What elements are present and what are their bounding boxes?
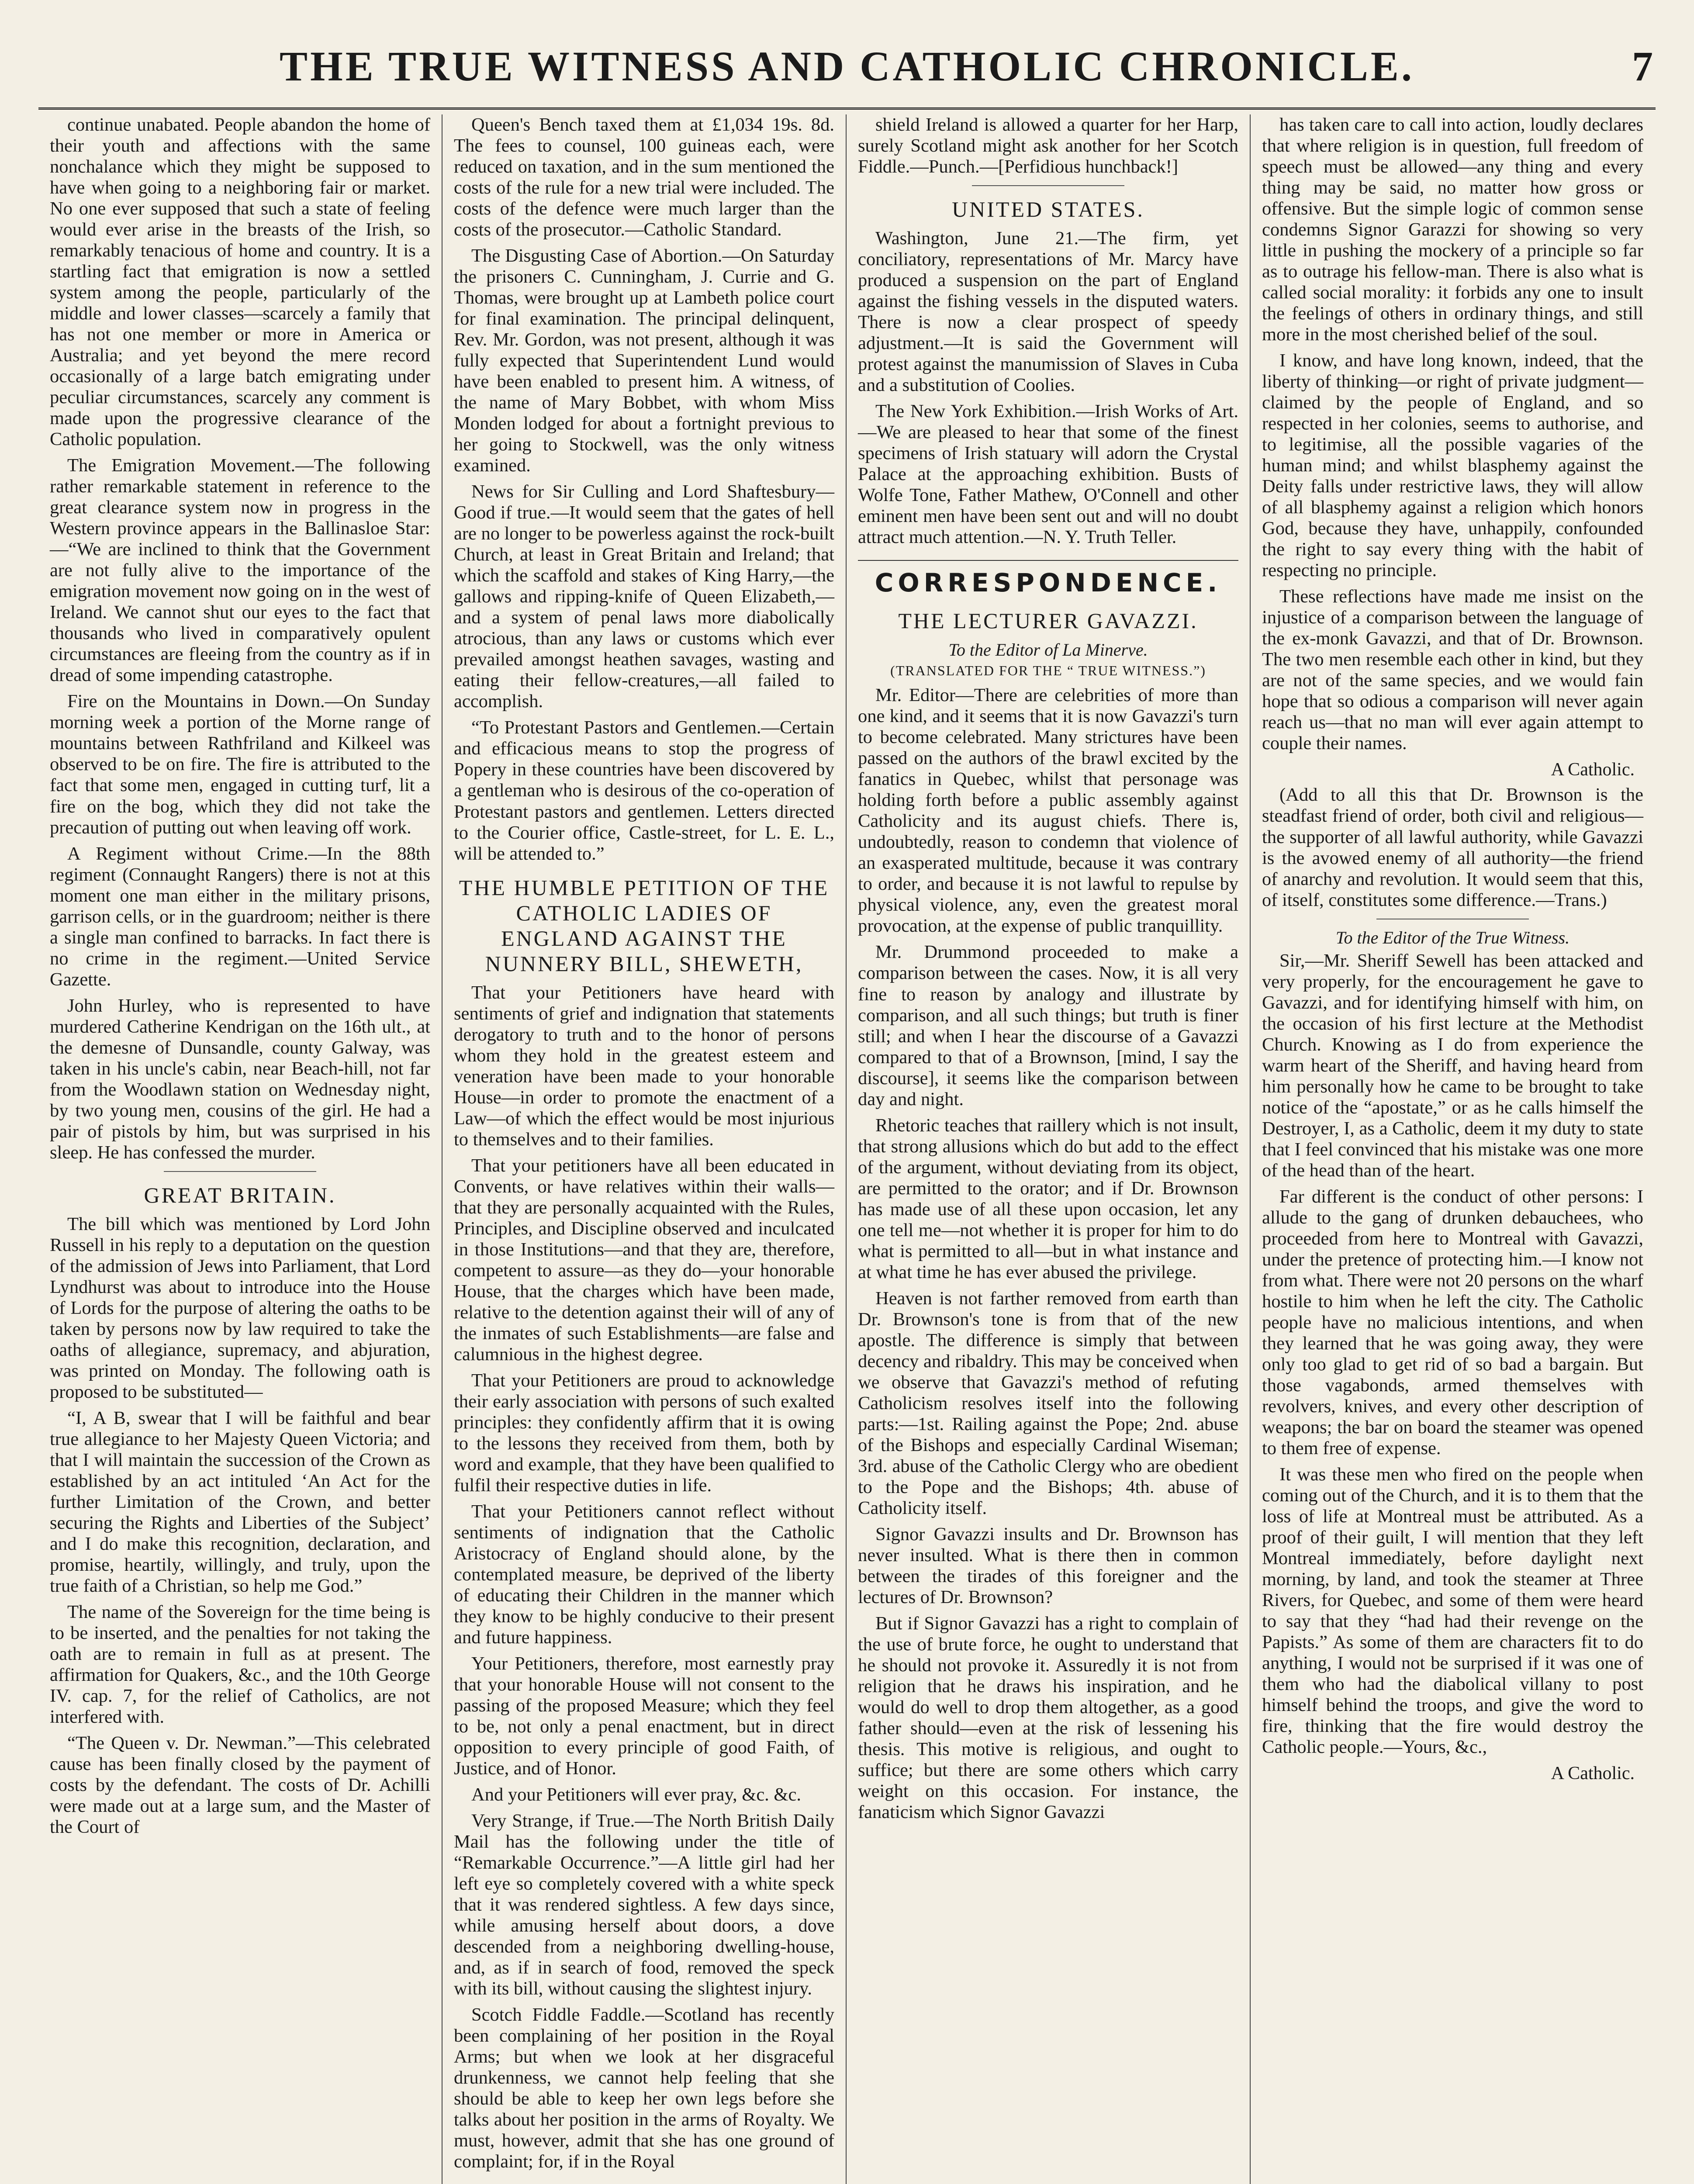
paragraph: (Add to all this that Dr. Brownson is the steadfast friend of order, both civil and religious—the supporter of all lawful authority, while Gavazzi is the avowed enemy of all authority—the friend of anarchy and revolution. It would seem that this, of itself, constitutes some difference.—Trans.) (1262, 784, 1643, 910)
section-heading-petition: THE HUMBLE PETITION OF THE CATHOLIC LADIES OF ENGLAND AGAINST THE NUNNERY BILL, SHEWETH, (459, 875, 830, 976)
signature: A Catholic. (1551, 1763, 1635, 1784)
paragraph: Mr. Editor—There are celebrities of more than one kind, and it seems that it is now Gavazzi's turn to become celebrated. Many strictures have been passed on the authors of the brawl excited by the fanatics in Quebec, whilst that personage was holding forth before a public assembly against Catholicity and its august chiefs. There is, undoubtedly, reason to condemn that violence of an exasperated multitude, because it was contrary to order, and because it is not lawful to repulse by physical violence, any, even the greatest moral provocation, at the expense of public tranquillity. (858, 685, 1238, 936)
column-1 (38, 114, 443, 2184)
paragraph: But if Signor Gavazzi has a right to complain of the use of brute force, he ought to understand that he should not provoke it. Assuredly it is not from religion that he draws his inspiration, and he would do well to drop them altogether, as a good father should—even at the risk of lessening his thesis. This motive is religious, and ought to suffice; but there are some others which carry weight on this occasion. For instance, the fanaticism which Signor Gavazzi (858, 1613, 1238, 1823)
paragraph: Signor Gavazzi insults and Dr. Brownson has never insulted. What is there then in common between the tirades of this foreigner and the lectures of Dr. Brownson? (858, 1524, 1238, 1607)
paragraph: Your Petitioners, therefore, most earnestly pray that your honorable House will not consent to the passing of the proposed Measure; which they feel to be, not only a penal enactment, but in direct opposition to every principle of good Faith, of Justice, and of Honor. (454, 1653, 834, 1779)
paragraph: has taken care to call into action, loudly declares that where religion is in question, full freedom of speech must be allowed—any thing and every thing may be said, no matter how gross or offensive. But the simple logic of common sense condemns Signor Garazzi for showing so very little in pushing the mockery of a principle so far as to outrage his fellow-man. There is also what is called social morality: it forbids any one to insult the feelings of others in ordinary things, and still more in the most cherished belief of the soul. (1262, 114, 1643, 345)
paragraph: That your Petitioners are proud to acknowledge their early association with persons of such exalted principles: they confidently affirm that it is owing to the lessons they received from them, both by word and example, that they have been qualified to fulfil their respective duties in life. (454, 1370, 834, 1496)
paragraph: The Emigration Movement.—The following rather remarkable statement in reference to the great clearance system now in progress in the Western province appears in the Ballinasloe Star:—“We are inclined to think that the Government are not fully alive to the importance of the emigration movement now going on in the west of Ireland. We cannot shut our eyes to the fact that thousands who lived in comparatively opulent circumstances are fleeing from the country as if in dread of some impending catastrophe. (50, 455, 430, 686)
letter-address: To the Editor of the True Witness. (1335, 927, 1570, 947)
paragraph: “To Protestant Pastors and Gentlemen.—Certain and efficacious means to stop the progress of Popery in these countries have been discovered by a gentleman who is desirous of the co-operation of Protestant pastors and gentlemen. Letters directed to the Courier office, Castle-street, for L. E. L., will be attended to.” (454, 717, 834, 864)
article-heading-gavazzi: THE LECTURER GAVAZZI. (898, 608, 1198, 633)
paragraph: John Hurley, who is represented to have murdered Catherine Kendrigan on the 16th ult., at the demesne of Dunsandle, county Galway, was taken in his uncle's cabin, near Beach-hill, not far from the Woodlawn station on Wednesday night, by two young men, cousins of the girl. He had a pair of pistols by him, but was surprised in his sleep. He has confessed the murder. (50, 995, 430, 1163)
paragraph: That your petitioners have all been educated in Convents, or have relatives within their walls—that they are personally acquainted with the Rules, Principles, and Discipline observed and inculcated in those Institutions—and that they are, therefore, competent to assure—as they do—your honorable House, that the charges which have been made, relative to the detention against their will of any of the inmates of such Establishments—are false and calumnious in the highest degree. (454, 1155, 834, 1365)
paragraph: Scotch Fiddle Faddle.—Scotland has recently been complaining of her position in the Royal Arms; but when we look at her disgraceful drunkenness, we cannot help feeling that she should be able to keep her own legs before she talks about her position in the arms of Royalty. We must, however, admit that she has one ground of complaint; for, if in the Royal (454, 2004, 834, 2172)
paragraph: Mr. Drummond proceeded to make a comparison between the cases. Now, it is all very fine to reason by analogy and illustrate by comparison, and all such things; but truth is finer still; and when I hear the discourse of a Gavazzi compared to that of a Brownson, [mind, I say the discourse], it seems like the comparison between day and night. (858, 942, 1238, 1109)
paragraph: The bill which was mentioned by Lord John Russell in his reply to a deputation on the question of the admission of Jews into Parliament, that Lord Lyndhurst was about to introduce into the House of Lords for the purpose of altering the oaths to be taken by persons now by law required to take the oaths of allegiance, supremacy, and abjuration, was printed on Monday. The following oath is proposed to be substituted— (50, 1213, 430, 1402)
paragraph: “The Queen v. Dr. Newman.”—This celebrated cause has been finally closed by the payment of costs by the defendant. The costs of Dr. Achilli were made out at a large sum, and the Master of the Court of (50, 1733, 430, 1838)
paragraph: Fire on the Mountains in Down.—On Sunday morning week a portion of the Morne range of mountains between Rathfriland and Kilkeel was observed to be on fire. The fire is attributed to the fact that some men, engaged in cutting turf, lit a fire on the bog, which they did not take the precaution of putting out when leaving off work. (50, 691, 430, 838)
paragraph: That your Petitioners cannot reflect without sentiments of indignation that the Catholic Aristocracy of England should alone, by the contemplated measure, be deprived of the liberty of educating their Children in the manner which they know to be highly conducive to their present and future happiness. (454, 1501, 834, 1648)
translation-note: (TRANSLATED FOR THE “ TRUE WITNESS.”) (890, 663, 1206, 679)
section-heading-correspondence: CORRESPONDENCE. (858, 560, 1238, 598)
column-2 (443, 114, 847, 2184)
divider (972, 185, 1124, 186)
paragraph: Sir,—Mr. Sheriff Sewell has been attacked and very properly, for the encouragement he gave to Gavazzi, and for identifying himself with him, on the occasion of his first lecture at the Methodist Church. Knowing as I do from experience the warm heart of the Sheriff, and having heard from him personally how he came to be brought to take notice of the “apostate,” or as he calls himself the Destroyer, I, as a Catholic, deem it my duty to state that I feel convinced that his mistake was one more of the head than of the heart. (1262, 950, 1643, 1181)
paragraph: The name of the Sovereign for the time being is to be inserted, and the penalties for not taking the oath are to remain in full as at present. The affirmation for Quakers, &c., and the 10th George IV. cap. 7, for the relief of Catholics, are not interfered with. (50, 1602, 430, 1728)
paragraph: It was these men who fired on the people when coming out of the Church, and it is to them that the loss of life at Montreal must be attributed. As a proof of their guilt, I will mention that they left Montreal immediately, before daylight next morning, by land, and took the steamer at Three Rivers, for Quebec, and some of them were heard to say that they “had had their revenge on the Papists.” As some of them are characters fit to do anything, I would not be surprised if it was one of them who had the diabolical villany to post himself behind the troops, and give the word to fire, thinking that the fire would destroy the Catholic people.—Yours, &c., (1262, 1464, 1643, 1758)
paragraph: The New York Exhibition.—Irish Works of Art.—We are pleased to hear that some of the finest specimens of Irish statuary will adorn the Crystal Palace at the approaching exhibition. Busts of Wolfe Tone, Father Mathew, O'Connell and other eminent men have been sent out and will no doubt attract much attention.—N. Y. Truth Teller. (858, 401, 1238, 548)
paragraph: Very Strange, if True.—The North British Daily Mail has the following under the title of “Remarkable Occurrence.”—A little girl had her left eye so completely covered with a white speck that it was rendered sightless. A few days since, while amusing herself about doors, a dove descended from a neighboring dwelling-house, and, as if in search of food, removed the speck with its bill, without causing the slightest injury. (454, 1811, 834, 1999)
paragraph: Far different is the conduct of other persons: I allude to the gang of drunken debauchees, who proceeded from here to Montreal with Gavazzi, under the pretence of protecting him.—I know not from what. There were not 20 persons on the wharf hostile to him when he left the city. The Catholic people have no malicious intentions, and when they learned that he was going away, they were only too glad to get rid of so bad a bargain. But those vagabonds, armed themselves with revolvers, knives, and every other description of weapons; the bar on board the steamer was opened to them free of expense. (1262, 1186, 1643, 1458)
paragraph: shield Ireland is allowed a quarter for her Harp, surely Scotland might ask another for her Scotch Fiddle.—Punch.—[Perfidious hunchback!] (858, 114, 1238, 177)
paragraph: “I, A B, swear that I will be faithful and bear true allegiance to her Majesty Queen Victoria; and that I will maintain the succession of the Crown as established by an act intituled ‘An Act for the further Limitation of the Crown, and better securing the Rights and Liberties of the Subject’ and I do make this recognition, declaration, and promise, heartily, willingly, and truly, upon the true faith of a Christian, so help me God.” (50, 1407, 430, 1597)
letter-address: To the Editor of La Minerve. (948, 640, 1148, 660)
paragraph: The Disgusting Case of Abortion.—On Saturday the prisoners C. Cunningham, J. Currie and G. Thomas, were brought up at Lambeth police court for final examination. The principal delinquent, Rev. Mr. Gordon, was not present, although it was fully expected that Superintendent Lund would have been enabled to present him. A witness, of the name of Mary Bobbet, with whom Miss Monden lodged for about a fortnight previous to her going to Stockwell, was the only witness examined. (454, 245, 834, 476)
paragraph: I know, and have long known, indeed, that the liberty of thinking—or right of private judgment—claimed by the people of England, and so respected in her colonies, seems to authorise, and to legitimise, all the possible vagaries of the human mind; and whilst blasphemy against the Deity falls under restrictive laws, they will allow of all blasphemy against a religion which honors God, because they have, unhappily, confounded the right to say every thing with the habit of respecting no principle. (1262, 350, 1643, 581)
column-4 (1251, 114, 1655, 2184)
section-heading-united-states: UNITED STATES. (952, 197, 1144, 222)
paragraph: A Regiment without Crime.—In the 88th regiment (Connaught Rangers) there is not at this moment one man either in the military prisons, garrison cells, or in the guardroom; neither is there a single man confined to barracks. In fact there is no crime in the regiment.—United Service Gazette. (50, 843, 430, 990)
masthead (38, 24, 1656, 110)
paragraph: Rhetoric teaches that raillery which is not insult, that strong allusions which do but add to the effect of the argument, without deviating from its object, are permitted to the orator; and if Dr. Brownson has made use of all these upon occasion, let any one tell me—not whether it is proper for him to do what is permitted to all—but in what instance and at what time he has ever abused the privilege. (858, 1115, 1238, 1282)
section-heading-great-britain: GREAT BRITAIN. (144, 1182, 336, 1207)
column-3 (847, 114, 1251, 2184)
newspaper-title: THE TRUE WITNESS AND CATHOLIC CHRONICLE. (280, 43, 1414, 90)
divider (164, 1171, 316, 1172)
paragraph: Heaven is not farther removed from earth than Dr. Brownson's tone is from that of the new apostle. The difference is simply that between decency and ribaldry. This may be conceived when we observe that Gavazzi's method of refuting Catholicism resolves itself into the following parts:—1st. Railing against the Pope; 2nd. abuse of the Bishops and especially Cardinal Wiseman; 3rd. abuse of the Catholic Clergy who are obedient to the Pope and the Bishops; 4th. abuse of Catholicity itself. (858, 1288, 1238, 1518)
page-number: 7 (1632, 43, 1653, 90)
paragraph: That your Petitioners have heard with sentiments of grief and indignation that statements derogatory to truth and to the honor of persons whom they hold in the greatest esteem and veneration have been made to your honorable House—in order to promote the enactment of a Law—of which the effect would be most injurious to themselves and to their families. (454, 982, 834, 1150)
paragraph: continue unabated. People abandon the home of their youth and affections with the same nonchalance which they might be supposed to have when going to a neighboring fair or market. No one ever supposed that such a state of feeling would ever arise in the breasts of the Irish, so remarkably tenacious of home and country. It is a startling fact that emigration is now a settled system among the people, particularly of the middle and lower classes—scarcely a family that has not one member or more in America or Australia; and yet beyond the mere record occasionally of a large batch emigrating under peculiar circumstances, scarcely any comment is made upon the progressive clearance of the Catholic population. (50, 114, 430, 450)
paragraph: These reflections have made me insist on the injustice of a comparison between the language of the ex-monk Gavazzi, and that of Dr. Brownson. The two men resemble each other in kind, but they are not of the same species, and we would fain hope that so odious a comparison will never again reach us—that no man will ever again attempt to couple their names. (1262, 586, 1643, 754)
article-columns (38, 114, 1656, 2184)
newspaper-page (38, 24, 1656, 2184)
paragraph: Washington, June 21.—The firm, yet conciliatory, representations of Mr. Marcy have produced a suspension on the part of England against the fishing vessels in the disputed waters. There is now a clear prospect of speedy adjustment.—It is said the Government will protest against the manumission of Slaves in Cuba and a substitution of Coolies. (858, 228, 1238, 396)
paragraph: And your Petitioners will ever pray, &c. &c. (471, 1784, 801, 1805)
paragraph: News for Sir Culling and Lord Shaftesbury—Good if true.—It would seem that the gates of hell are no longer to be powerless against the rock-built Church, at least in Great Britain and Ireland; that which the scaffold and stakes of King Harry,—the gallows and ripping-knife of Queen Elizabeth,—and a system of penal laws more diabolically atrocious, than any laws or customs which ever prevailed amongst heathen savages, wasting and eating their fellow-creatures,—all failed to accomplish. (454, 481, 834, 712)
paragraph: Queen's Bench taxed them at £1,034 19s. 8d. The fees to counsel, 100 guineas each, were reduced on taxation, and in the sum mentioned the costs of the rule for a new trial were included. The costs of the defence were much larger than the costs of the prosecutor.—Catholic Standard. (454, 114, 834, 240)
signature: A Catholic. (1551, 760, 1635, 780)
